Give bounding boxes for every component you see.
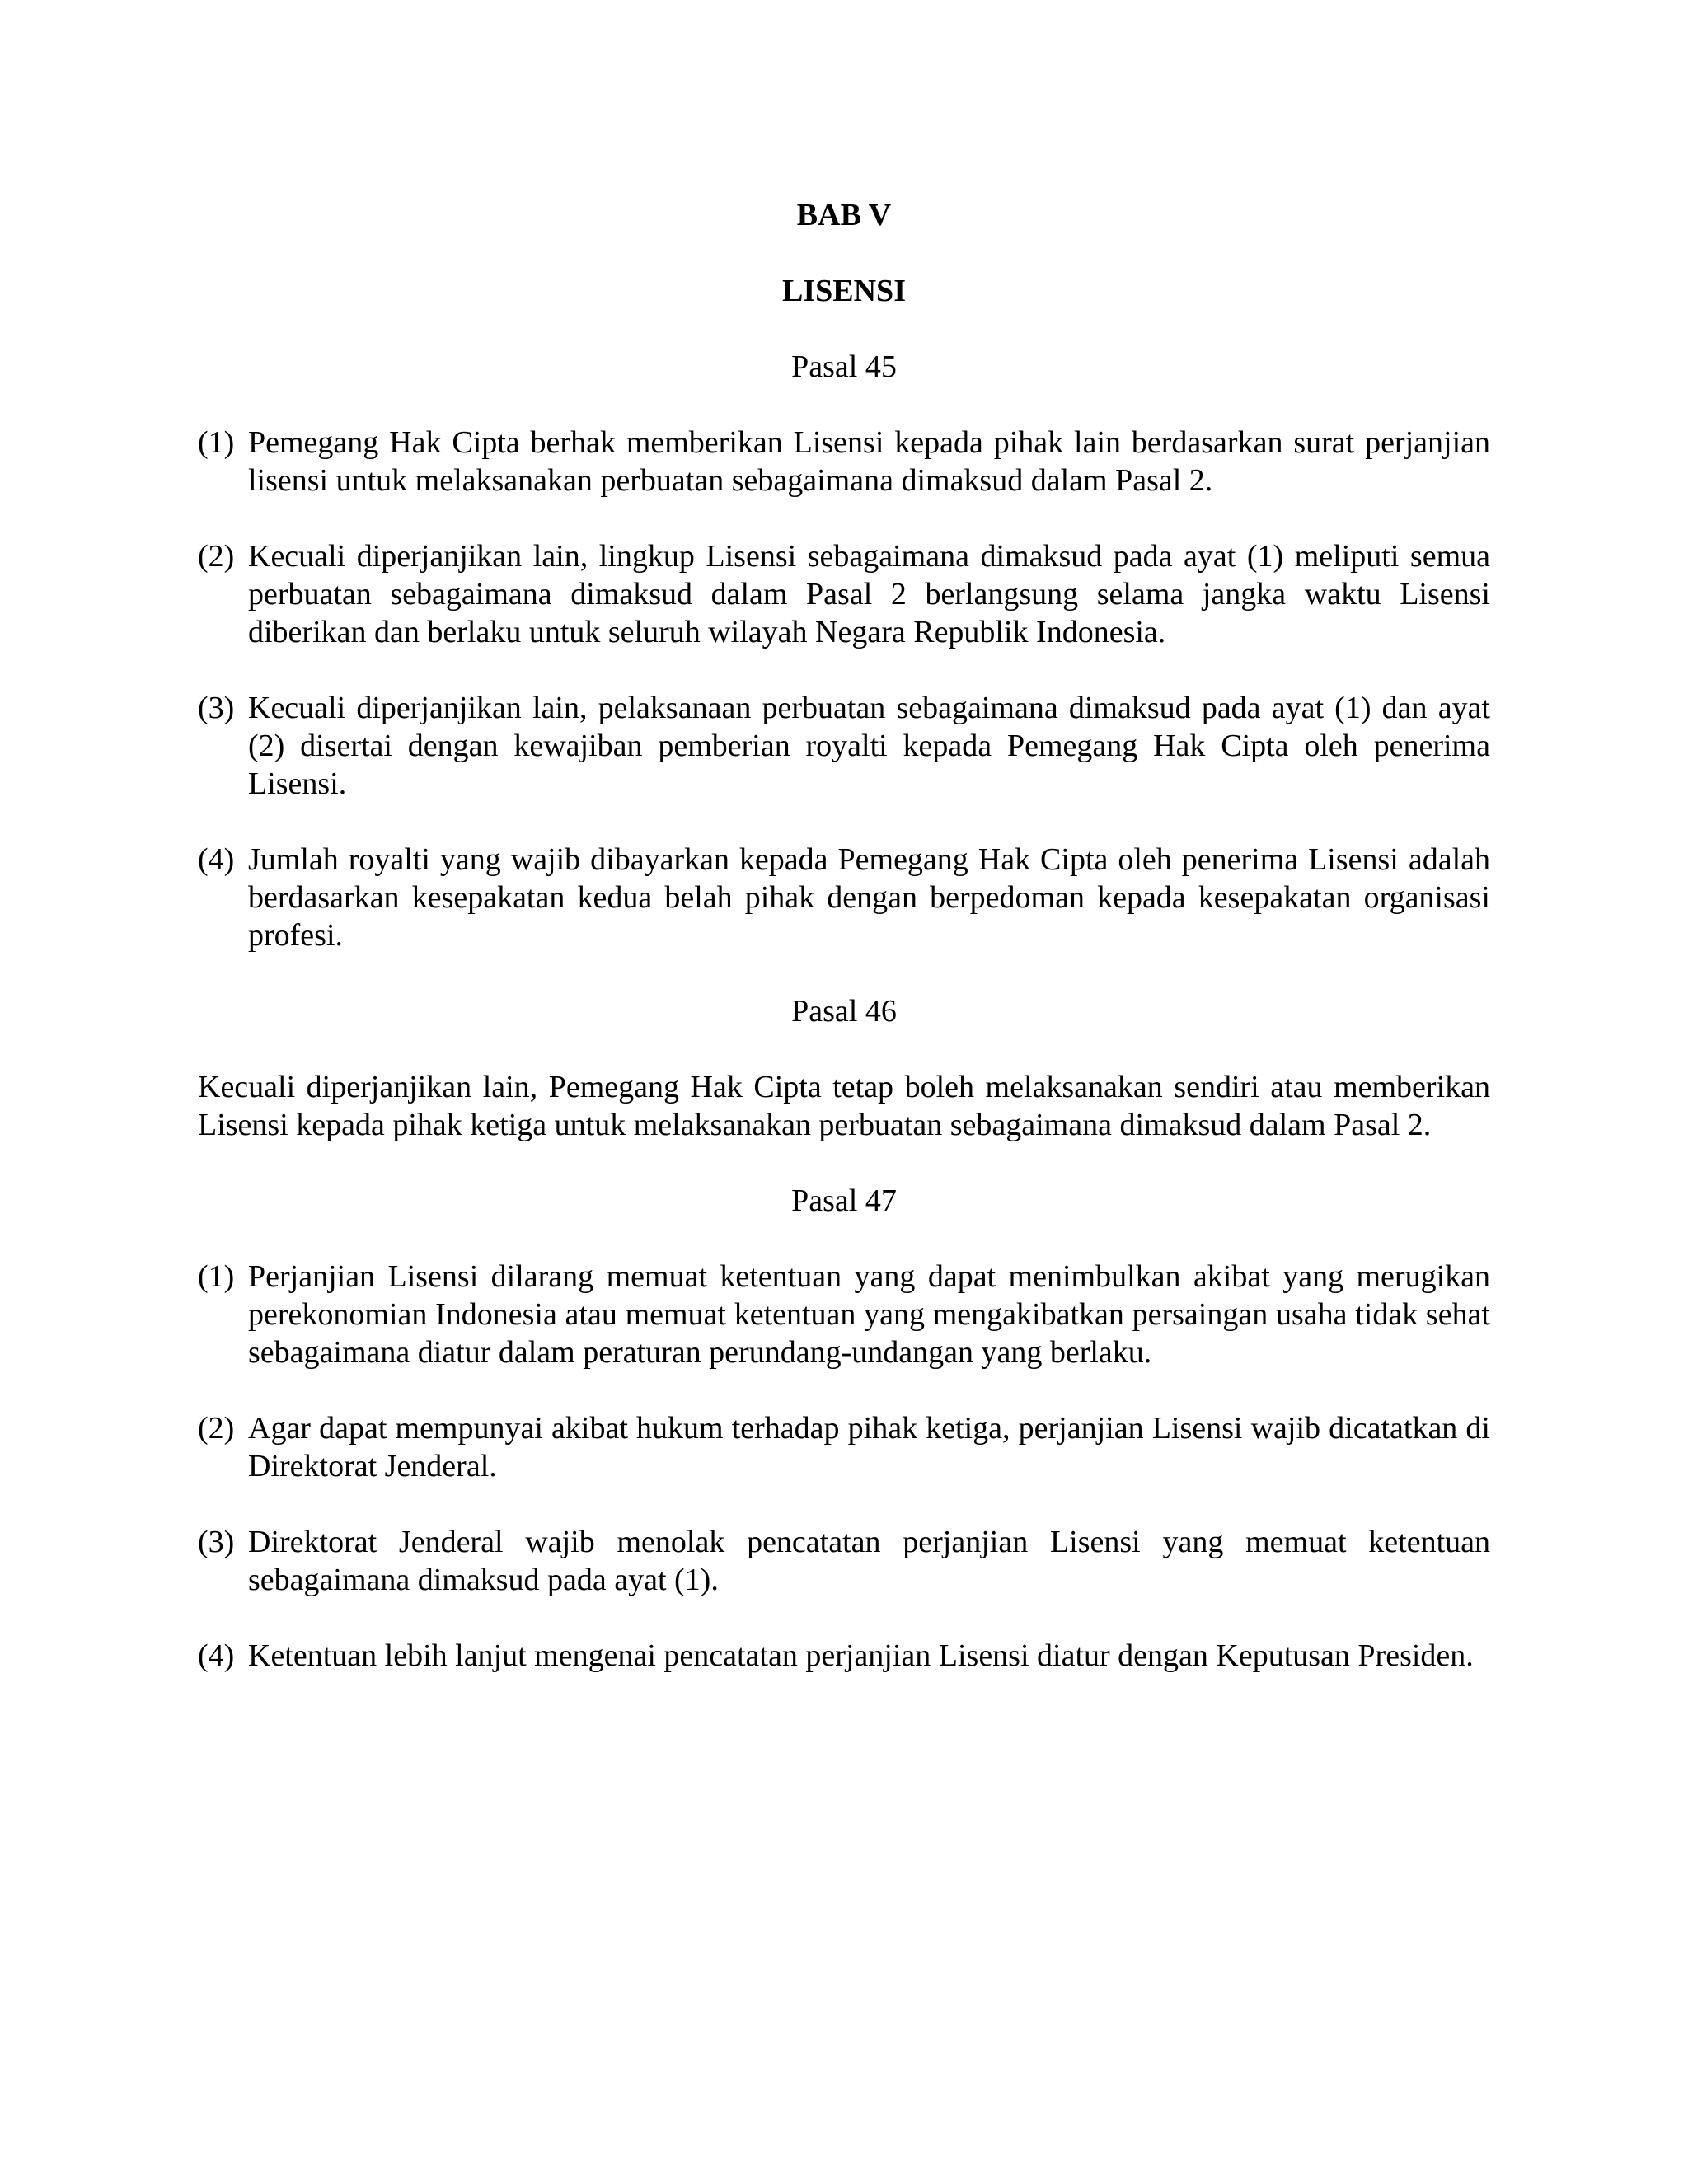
pasal-46-heading: Pasal 46 <box>791 994 897 1029</box>
ayat-text: Direktorat Jenderal wajib menolak pencatatan perjanjian Lisensi yang memuat ketentuan sebagaimana dimaksud pada ayat (1). <box>248 1525 1490 1597</box>
pasal-47-ayat-4 <box>198 1637 1490 1675</box>
pasal-47-ayat-list <box>198 1258 1490 1675</box>
document-page <box>198 196 1490 1675</box>
chapter-number: BAB V <box>796 198 892 232</box>
pasal-47-ayat-3 <box>198 1523 1490 1599</box>
pasal-45-ayat-list <box>198 424 1490 954</box>
ayat-text: Kecuali diperjanjikan lain, lingkup Lisensi sebagaimana dimaksud pada ayat (1) meliputi semua perbuatan sebagaimana dimaksud dalam Pasal 2 berlangsung selama jangka waktu Lisensi diberikan dan berlaku untuk seluruh wilayah Negara Republik Indonesia. <box>248 539 1490 649</box>
pasal-47-heading: Pasal 47 <box>791 1183 897 1218</box>
ayat-number: (2) <box>198 1411 235 1446</box>
ayat-number: (4) <box>198 1638 235 1673</box>
ayat-number: (1) <box>198 425 235 460</box>
ayat-number: (2) <box>198 539 235 574</box>
pasal-45-ayat-4 <box>198 841 1490 954</box>
pasal-45-ayat-3 <box>198 689 1490 803</box>
ayat-text: Ketentuan lebih lanjut mengenai pencatatan perjanjian Lisensi diatur dengan Keputusan Presiden. <box>248 1638 1474 1673</box>
pasal-45-ayat-2 <box>198 537 1490 651</box>
pasal-47-ayat-1 <box>198 1258 1490 1371</box>
ayat-text: Jumlah royalti yang wajib dibayarkan kepada Pemegang Hak Cipta oleh penerima Lisensi adalah berdasarkan kesepakatan kedua belah pihak dengan berpedoman kepada kesepakatan organisasi profesi. <box>248 842 1490 953</box>
ayat-number: (3) <box>198 691 235 725</box>
pasal-46-text: Kecuali diperjanjikan lain, Pemegang Hak Cipta tetap boleh melaksanakan sendiri atau memberikan Lisensi kepada pihak ketiga untuk melaksanakan perbuatan sebagaimana dimaksud dalam Pasal 2. <box>198 1070 1490 1142</box>
pasal-47-ayat-2 <box>198 1409 1490 1485</box>
chapter-title: LISENSI <box>782 274 906 308</box>
ayat-text: Agar dapat mempunyai akibat hukum terhadap pihak ketiga, perjanjian Lisensi wajib dicatatkan di Direktorat Jenderal. <box>248 1411 1490 1483</box>
ayat-text: Perjanjian Lisensi dilarang memuat ketentuan yang dapat menimbulkan akibat yang merugikan perekonomian Indonesia atau memuat ketentuan yang mengakibatkan persaingan usaha tidak sehat sebagaimana diatur dalam peraturan perundang-undangan yang berlaku. <box>248 1259 1490 1370</box>
ayat-text: Pemegang Hak Cipta berhak memberikan Lisensi kepada pihak lain berdasarkan surat perjanjian lisensi untuk melaksanakan perbuatan sebagaimana dimaksud dalam Pasal 2. <box>248 425 1490 498</box>
ayat-number: (3) <box>198 1525 235 1559</box>
ayat-number: (1) <box>198 1259 235 1294</box>
pasal-45-ayat-1 <box>198 424 1490 499</box>
ayat-text: Kecuali diperjanjikan lain, pelaksanaan perbuatan sebagaimana dimaksud pada ayat (1) dan ayat (2) disertai dengan kewajiban pemberian royalti kepada Pemegang Hak Cipta oleh penerima Lisensi. <box>248 691 1490 801</box>
pasal-45-heading: Pasal 45 <box>791 349 897 384</box>
ayat-number: (4) <box>198 842 235 877</box>
